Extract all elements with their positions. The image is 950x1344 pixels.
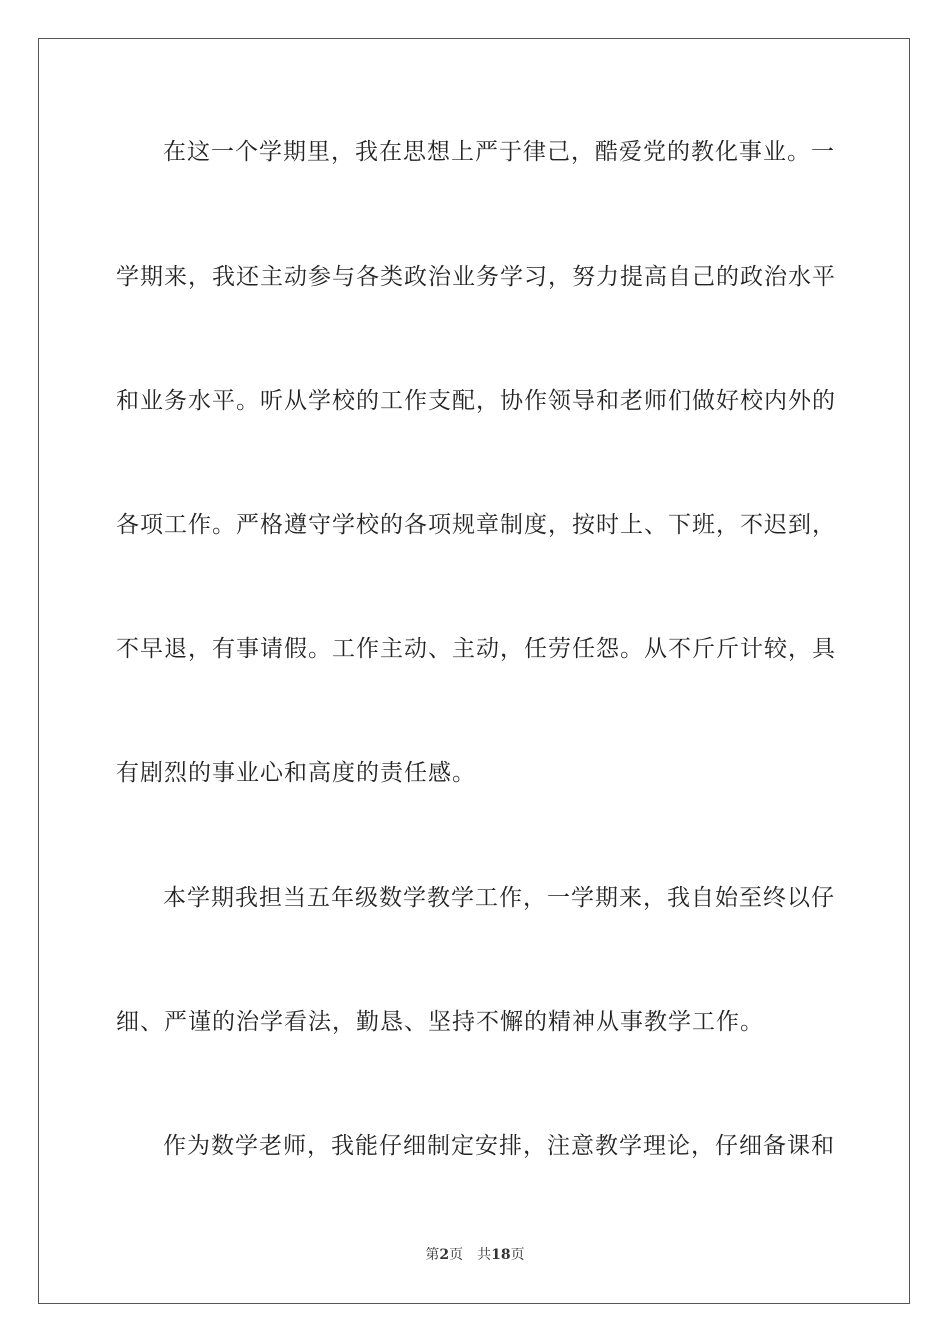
page-prefix: 第 xyxy=(425,1247,440,1263)
text-line: 作为数学老师，我能仔细制定安排，注意教学理论，仔细备课和 xyxy=(163,1133,835,1159)
text-line: 本学期我担当五年级数学教学工作，一学期来，我自始至终以仔 xyxy=(163,885,835,911)
total-suffix: 页 xyxy=(510,1247,525,1263)
text-line: 在这一个学期里，我在思想上严于律己，酷爱党的教化事业。一 xyxy=(163,139,835,165)
page-border xyxy=(38,38,910,1304)
text-line: 不早退，有事请假。工作主动、主动，任劳任怨。从不斤斤计较，具 xyxy=(116,636,836,662)
text-line: 和业务水平。听从学校的工作支配，协作领导和老师们做好校内外的 xyxy=(116,388,836,414)
page-footer xyxy=(0,1245,950,1265)
current-page-number: 2 xyxy=(439,1247,450,1263)
text-line: 有剧烈的事业心和高度的责任感。 xyxy=(116,760,476,786)
text-line: 各项工作。严格遵守学校的各项规章制度，按时上、下班，不迟到， xyxy=(116,512,836,538)
total-page-number: 18 xyxy=(491,1247,511,1263)
text-line: 细、严谨的治学看法，勤恳、坚持不懈的精神从事教学工作。 xyxy=(116,1009,764,1035)
page-suffix: 页 xyxy=(449,1247,464,1263)
text-line: 学期来，我还主动参与各类政治业务学习，努力提高自己的政治水平 xyxy=(116,264,836,290)
total-prefix: 共 xyxy=(477,1247,492,1263)
